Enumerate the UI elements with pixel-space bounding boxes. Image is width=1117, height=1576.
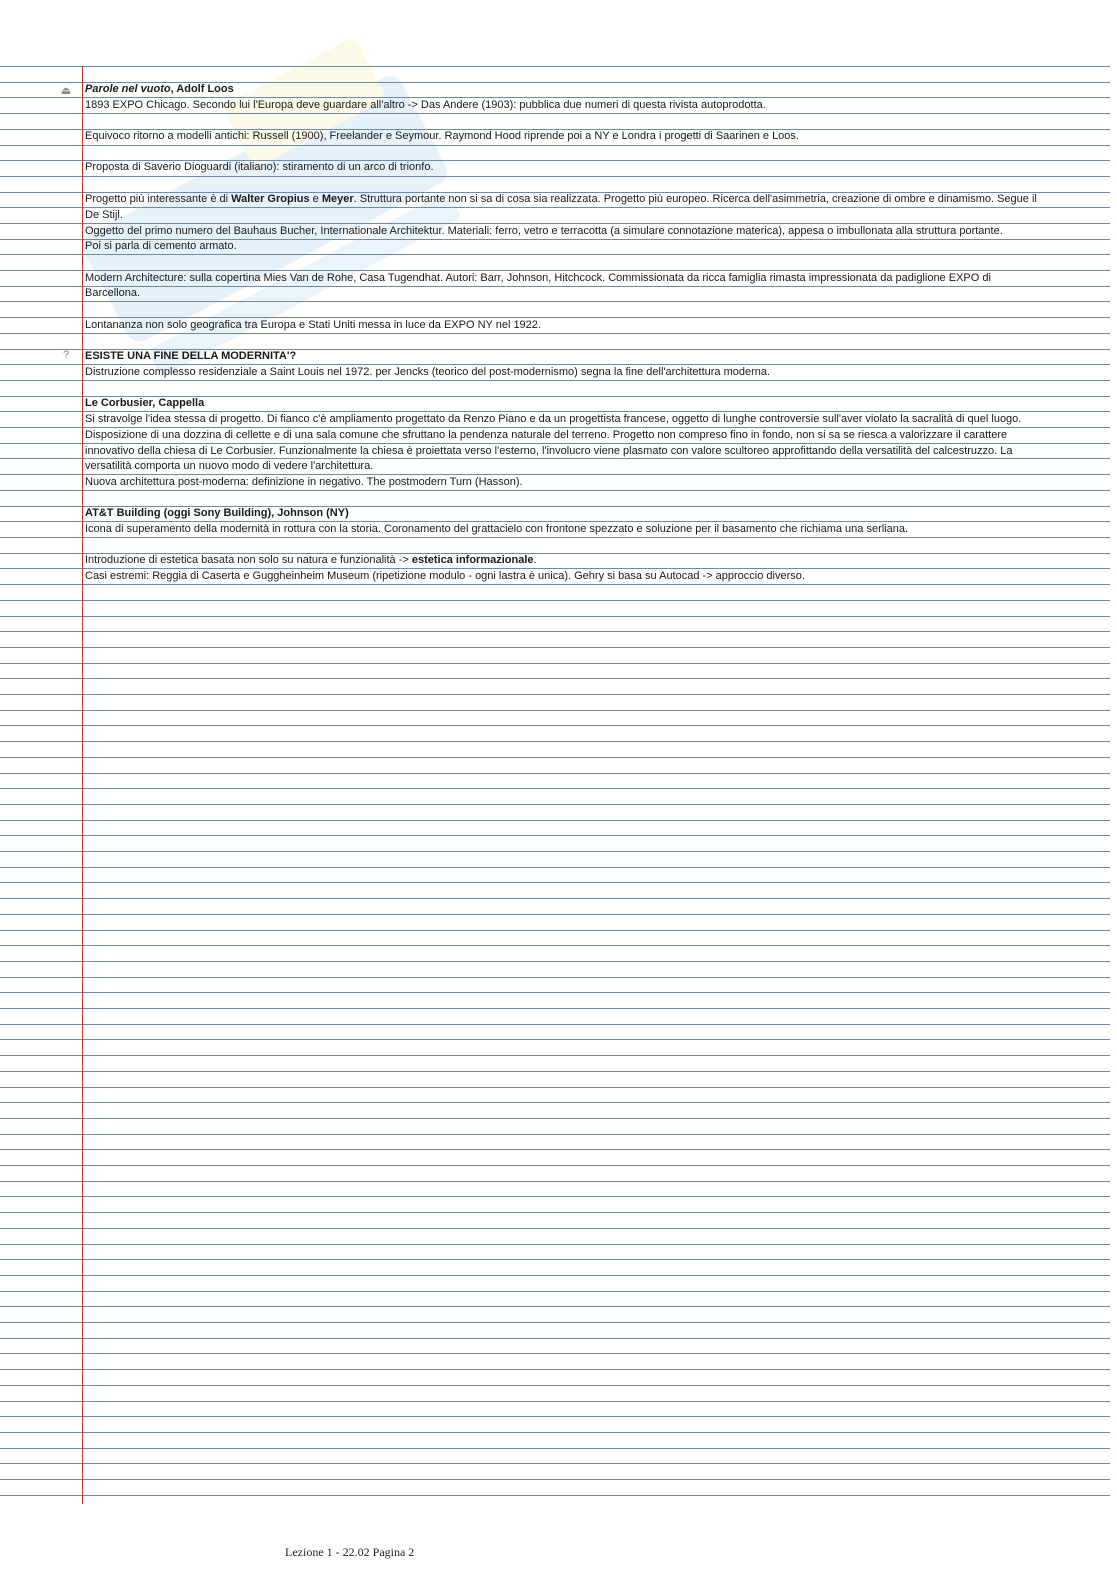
- ruled-line: [0, 1322, 1110, 1323]
- ruled-line: [0, 1495, 1110, 1496]
- text-line: versatilità comporta un nuovo modo di vedere l'architettura.: [85, 460, 374, 472]
- text-line: Casi estremi: Reggia di Caserta e Guggheinheim Museum (ripetizione modulo - ogni lastra è unica). Gehry si basa su Autocad -> approccio diverso.: [85, 570, 805, 582]
- text-line: Si stravolge l'idea stessa di progetto. Di fianco c'è ampliamento progettato da Renzo Piano e da un progettista francese, oggetto di lunghe controversie sull'aver violato la sacralità di quel luogo.: [85, 413, 1022, 425]
- ruled-line: [0, 1385, 1110, 1386]
- ruled-line: [0, 1196, 1110, 1197]
- text-line: Progetto più interessante è di Walter Gropius e Meyer. Struttura portante non si sa di cosa sia realizzata. Progetto più europeo. Ricerca dell'asimmetria, creazione di ombre e dinamismo. Segue il: [85, 193, 1037, 205]
- ruled-line: [0, 1291, 1110, 1292]
- ruled-line: [0, 1259, 1110, 1260]
- ruled-line: [0, 176, 1110, 177]
- text-line: Distruzione complesso residenziale a Saint Louis nel 1972. per Jencks (teorico del post-modernismo) segna la fine dell'architettura moderna.: [85, 366, 771, 378]
- ruled-line: [0, 1401, 1110, 1402]
- heading-loos: Parole nel vuoto, Adolf Loos: [85, 83, 234, 95]
- text-line: Lontananza non solo geografica tra Europa e Stati Uniti messa in luce da EXPO NY nel 1922.: [85, 319, 541, 331]
- ruled-line: [0, 851, 1110, 852]
- ruled-line: [0, 1118, 1110, 1119]
- text-line: Equivoco ritorno a modelli antichi: Russell (1900), Freelander e Seymour. Raymond Hood riprende poi a NY e Londra i progetti di Saarinen e Loos.: [85, 130, 799, 142]
- ruled-line: [0, 1338, 1110, 1339]
- ruled-line: [0, 945, 1110, 946]
- ruled-line: [0, 647, 1110, 648]
- text-line: Disposizione di una dozzina di cellette e di una sala comune che sfruttano la pendenza naturale del terreno. Progetto non compreso fino in fondo, non si sa se riesca a valorizzare il carattere: [85, 429, 1008, 441]
- ruled-line: [0, 820, 1110, 821]
- ruled-line: [0, 773, 1110, 774]
- ruled-line: [0, 694, 1110, 695]
- ruled-line: [0, 1024, 1110, 1025]
- ruled-line: [0, 1102, 1110, 1103]
- ruled-line: [0, 992, 1110, 993]
- ruled-line: [0, 882, 1110, 883]
- ruled-line: [0, 930, 1110, 931]
- text-line: De Stijl.: [85, 209, 123, 221]
- ruled-line: [0, 616, 1110, 617]
- question-icon: ?: [62, 349, 70, 361]
- ruled-line: [0, 741, 1110, 742]
- checkbox-icon: ⏏: [60, 85, 72, 97]
- ruled-line: [0, 961, 1110, 962]
- text-line: Poi si parla di cemento armato.: [85, 240, 237, 252]
- text-line: Icona di superamento della modernità in rottura con la storia. Coronamento del grattacielo con frontone spezzato e soluzione per il basamento che richiama una serliana.: [85, 523, 909, 535]
- ruled-line: [0, 663, 1110, 664]
- ruled-line: [0, 1071, 1110, 1072]
- ruled-line: [0, 66, 1110, 67]
- ruled-line: [0, 1134, 1110, 1135]
- ruled-line: [0, 1087, 1110, 1088]
- ruled-line: [0, 1181, 1110, 1182]
- text-line: Proposta di Saverio Dioguardi (italiano): stiramento di un arco di trionfo.: [85, 161, 434, 173]
- ruled-line: [0, 1306, 1110, 1307]
- text-line: Barcellona.: [85, 287, 141, 299]
- ruled-line: [0, 1165, 1110, 1166]
- ruled-line: [0, 1369, 1110, 1370]
- text-line: Nuova architettura post-moderna: definizione in negativo. The postmodern Turn (Hasson).: [85, 476, 523, 488]
- ruled-line: [0, 1448, 1110, 1449]
- ruled-line: [0, 1479, 1110, 1480]
- heading-modernita: ESISTE UNA FINE DELLA MODERNITA'?: [85, 350, 297, 362]
- ruled-line: [0, 1353, 1110, 1354]
- heading-att: AT&T Building (oggi Sony Building), Johnson (NY): [85, 507, 349, 519]
- text-line: Introduzione di estetica basata non solo su natura e funzionalità -> estetica informazionale.: [85, 554, 537, 566]
- ruled-line: [0, 600, 1110, 601]
- ruled-line: [0, 1055, 1110, 1056]
- ruled-line: [0, 835, 1110, 836]
- ruled-line: [0, 977, 1110, 978]
- ruled-line: [0, 1039, 1110, 1040]
- margin-line: [82, 66, 83, 1504]
- ruled-line: [0, 631, 1110, 632]
- ruled-line: [0, 1463, 1110, 1464]
- ruled-line: [0, 1228, 1110, 1229]
- ruled-line: [0, 678, 1110, 679]
- ruled-line: [0, 710, 1110, 711]
- ruled-line: [0, 1008, 1110, 1009]
- ruled-line: [0, 1275, 1110, 1276]
- ruled-line: [0, 898, 1110, 899]
- ruled-line: [0, 804, 1110, 805]
- ruled-line: [0, 1416, 1110, 1417]
- ruled-line: [0, 1149, 1110, 1150]
- text-line: Modern Architecture: sulla copertina Mies Van de Rohe, Casa Tugendhat. Autori: Barr, Johnson, Hitchcock. Commissionata da ricca famiglia rimasta impressionata da padiglione EXPO di: [85, 272, 991, 284]
- ruled-line: [0, 1432, 1110, 1433]
- text-line: Oggetto del primo numero del Bauhaus Bucher, Internationale Architektur. Materiali: ferro, vetro e terracotta (a simulare connotazione materica), appesa o imbullonata alla struttura portante.: [85, 225, 1003, 237]
- ruled-line: [0, 788, 1110, 789]
- ruled-line: [0, 867, 1110, 868]
- ruled-line: [0, 145, 1110, 146]
- ruled-line: [0, 1244, 1110, 1245]
- page-footer: Lezione 1 - 22.02 Pagina 2: [285, 1545, 415, 1559]
- text-line: innovativo della chiesa di Le Corbusier. Funzionalmente la chiesa è proiettata verso l'esterno, l'involucro viene plasmato con valore scultoreo approfittando della versatilità del calcestruzzo. La: [85, 445, 1013, 457]
- ruled-line: [0, 914, 1110, 915]
- ruled-line: [0, 1212, 1110, 1213]
- text-line: 1893 EXPO Chicago. Secondo lui l'Europa deve guardare all'altro -> Das Andere (1903): pubblica due numeri di questa rivista autoprodotta.: [85, 99, 766, 111]
- heading-corbusier: Le Corbusier, Cappella: [85, 397, 205, 409]
- ruled-line: [0, 757, 1110, 758]
- ruled-line: [0, 725, 1110, 726]
